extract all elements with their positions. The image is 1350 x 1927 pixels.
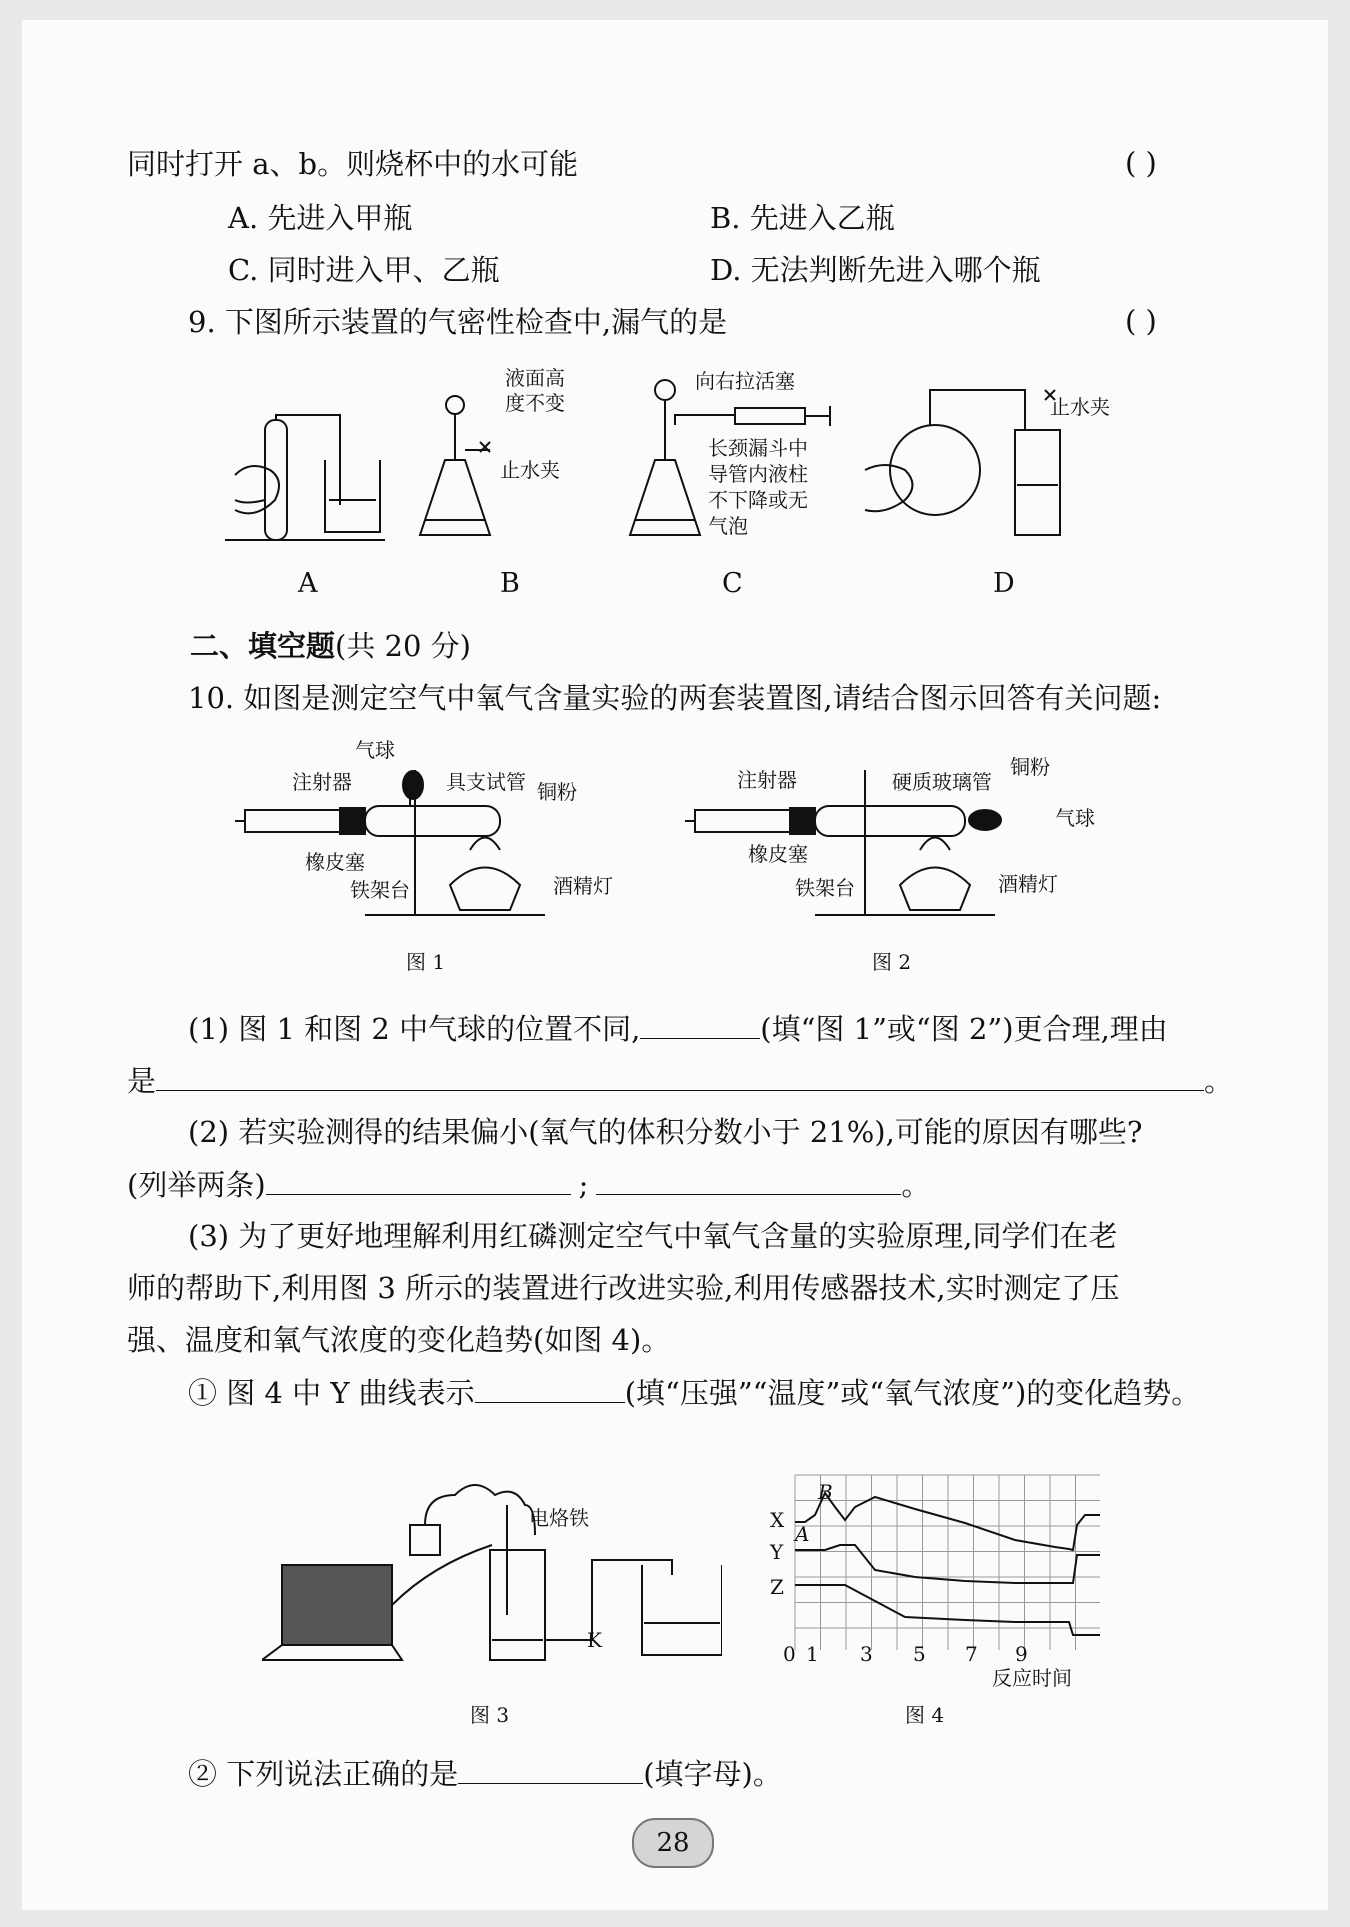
fig1-balloon-label: 气球 — [355, 738, 395, 762]
q10-sub2-text-a: ② 下列说法正确的是 — [188, 1757, 459, 1791]
q10-part1-text-a: (1) 图 1 和图 2 中气球的位置不同, — [188, 1012, 641, 1046]
q9-apparatus-figures — [225, 360, 1125, 560]
fig1-stand-label: 铁架台 — [350, 878, 410, 902]
fig4-tick-0: 0 — [783, 1642, 796, 1666]
q10-part2-blank-2[interactable] — [596, 1166, 901, 1195]
fig3-iron-label: 电烙铁 — [529, 1506, 589, 1530]
fig-b-label-2: 度不变 — [505, 391, 565, 415]
q10-sub1 — [188, 1374, 1200, 1411]
fig-c-label-5: 气泡 — [708, 514, 748, 538]
fig1-copper-label: 铜粉 — [537, 780, 577, 804]
q10-part2-blank-1[interactable] — [266, 1166, 571, 1195]
q10-sub2-text-b: (填字母)。 — [643, 1757, 782, 1791]
q10-part1-text-b: (填“图 1”或“图 2”)更合理,理由 — [760, 1012, 1168, 1046]
fig1-syringe-label: 注射器 — [292, 770, 352, 794]
fig-b-label-1: 液面高 — [505, 366, 565, 390]
fig-c-label-3: 导管内液柱 — [708, 462, 808, 486]
q10-part2-end: 。 — [901, 1168, 931, 1202]
fig4-grid — [795, 1475, 1100, 1650]
fig4-curve-label-x: X — [770, 1508, 785, 1532]
fig-b-apparatus — [420, 396, 490, 535]
q10-part1-blank-reason[interactable] — [156, 1062, 1204, 1091]
q10-part1-blank-figure[interactable] — [640, 1010, 760, 1039]
fig1-lamp-label: 酒精灯 — [553, 874, 613, 898]
fig2-stopper-label: 橡皮塞 — [748, 842, 808, 866]
section-title — [190, 628, 471, 664]
fig-b-letter: B — [500, 568, 520, 599]
fig-a-apparatus — [225, 415, 385, 540]
section-score: (共 20 分) — [335, 629, 471, 663]
q8-option-c: C. 同时进入甲、乙瓶 — [228, 253, 500, 287]
fig2-copper-label: 铜粉 — [1010, 755, 1050, 779]
fig4-caption: 图 4 — [905, 1703, 945, 1727]
fig4-tick-9: 9 — [1015, 1642, 1028, 1666]
fig2-caption: 图 2 — [872, 950, 912, 974]
q10-sub2 — [188, 1755, 782, 1792]
q8-option-a: A. 先进入甲瓶 — [228, 201, 413, 235]
fig-d-letter: D — [993, 568, 1015, 599]
fig4-tick-3: 3 — [860, 1642, 873, 1666]
fig2-stand-label: 铁架台 — [795, 876, 855, 900]
q10-part3-line3: 强、温度和氧气浓度的变化趋势(如图 4)。 — [127, 1323, 671, 1357]
fig2-syringe-label: 注射器 — [737, 768, 797, 792]
q8-option-b: B. 先进入乙瓶 — [710, 201, 895, 235]
fig1-tube-label: 具支试管 — [446, 770, 526, 794]
q10-sub2-blank[interactable] — [458, 1755, 643, 1784]
q10-sub1-text-a: ① 图 4 中 Y 曲线表示 — [188, 1376, 475, 1410]
q10-part1-end: 。 — [1204, 1064, 1234, 1098]
fig3-cord — [425, 1485, 535, 1535]
fig3-k-label: K — [587, 1628, 602, 1652]
q10-part2-line2 — [127, 1166, 930, 1203]
q10-part3-line2: 师的帮助下,利用图 3 所示的装置进行改进实验,利用传感器技术,实时测定了压 — [127, 1271, 1120, 1305]
q9-answer-paren: ( ) — [1125, 304, 1157, 338]
fig-c-label-2: 长颈漏斗中 — [708, 436, 808, 460]
fig3-caption: 图 3 — [470, 1703, 510, 1727]
q10-part1-text-c: 是 — [127, 1064, 157, 1098]
fig-a-letter: A — [298, 568, 318, 599]
q10-fig3 — [262, 1465, 722, 1675]
q10-part1-line2 — [127, 1062, 1233, 1099]
page-number: 28 — [632, 1818, 714, 1868]
q10-part2-line1: (2) 若实验测得的结果偏小(氧气的体积分数小于 21%),可能的原因有哪些? — [188, 1115, 1143, 1149]
fig4-tick-7: 7 — [965, 1642, 978, 1666]
fig4-tick-1: 1 — [806, 1642, 819, 1666]
fig-d-apparatus — [865, 390, 1060, 535]
section-heading: 二、填空题 — [190, 629, 336, 663]
fig-d-label-1: 止水夹 — [1050, 395, 1110, 419]
fig4-curve-label-z: Z — [770, 1575, 784, 1599]
fig-c-label-4: 不下降或无 — [708, 488, 808, 512]
q8-answer-paren: ( ) — [1125, 146, 1157, 180]
fig4-point-a: A — [795, 1522, 810, 1546]
fig4-point-b: B — [818, 1480, 833, 1504]
fig3-beaker — [642, 1565, 722, 1655]
q9-stem: 9. 下图所示装置的气密性检查中,漏气的是 — [188, 305, 728, 339]
fig2-balloon-label: 气球 — [1055, 806, 1095, 830]
fig3-cable — [392, 1545, 492, 1605]
fig-b-label-3: 止水夹 — [500, 458, 560, 482]
fig2-tube-label: 硬质玻璃管 — [892, 770, 992, 794]
q8-option-d: D. 无法判断先进入哪个瓶 — [710, 253, 1041, 287]
fig3-laptop — [262, 1565, 402, 1660]
q10-part1-line1 — [188, 1010, 1168, 1047]
fig1-stopper-label: 橡皮塞 — [305, 850, 365, 874]
fig4-curve-label-y: Y — [770, 1540, 784, 1564]
fig2-lamp-label: 酒精灯 — [998, 872, 1058, 896]
fig-c-label-1: 向右拉活塞 — [695, 369, 795, 393]
fig3-socket — [410, 1525, 440, 1555]
fig4-tick-5: 5 — [913, 1642, 926, 1666]
fig-c-letter: C — [722, 568, 743, 599]
q10-part2-text: (列举两条) — [127, 1168, 266, 1202]
fig1-caption: 图 1 — [406, 950, 446, 974]
q10-stem: 10. 如图是测定空气中氧气含量实验的两套装置图,请结合图示回答有关问题: — [188, 681, 1162, 715]
q8-stem-tail: 同时打开 a、b。则烧杯中的水可能 — [127, 147, 579, 181]
q10-sub1-text-b: (填“压强”“温度”或“氧气浓度”)的变化趋势。 — [624, 1376, 1201, 1410]
q10-part3-line1: (3) 为了更好地理解利用红磷测定空气中氧气含量的实验原理,同学们在老 — [188, 1219, 1118, 1253]
fig4-xlabel: 反应时间 — [992, 1666, 1072, 1690]
q10-sub1-blank[interactable] — [475, 1374, 625, 1403]
q10-part2-sep: ; — [578, 1168, 589, 1202]
